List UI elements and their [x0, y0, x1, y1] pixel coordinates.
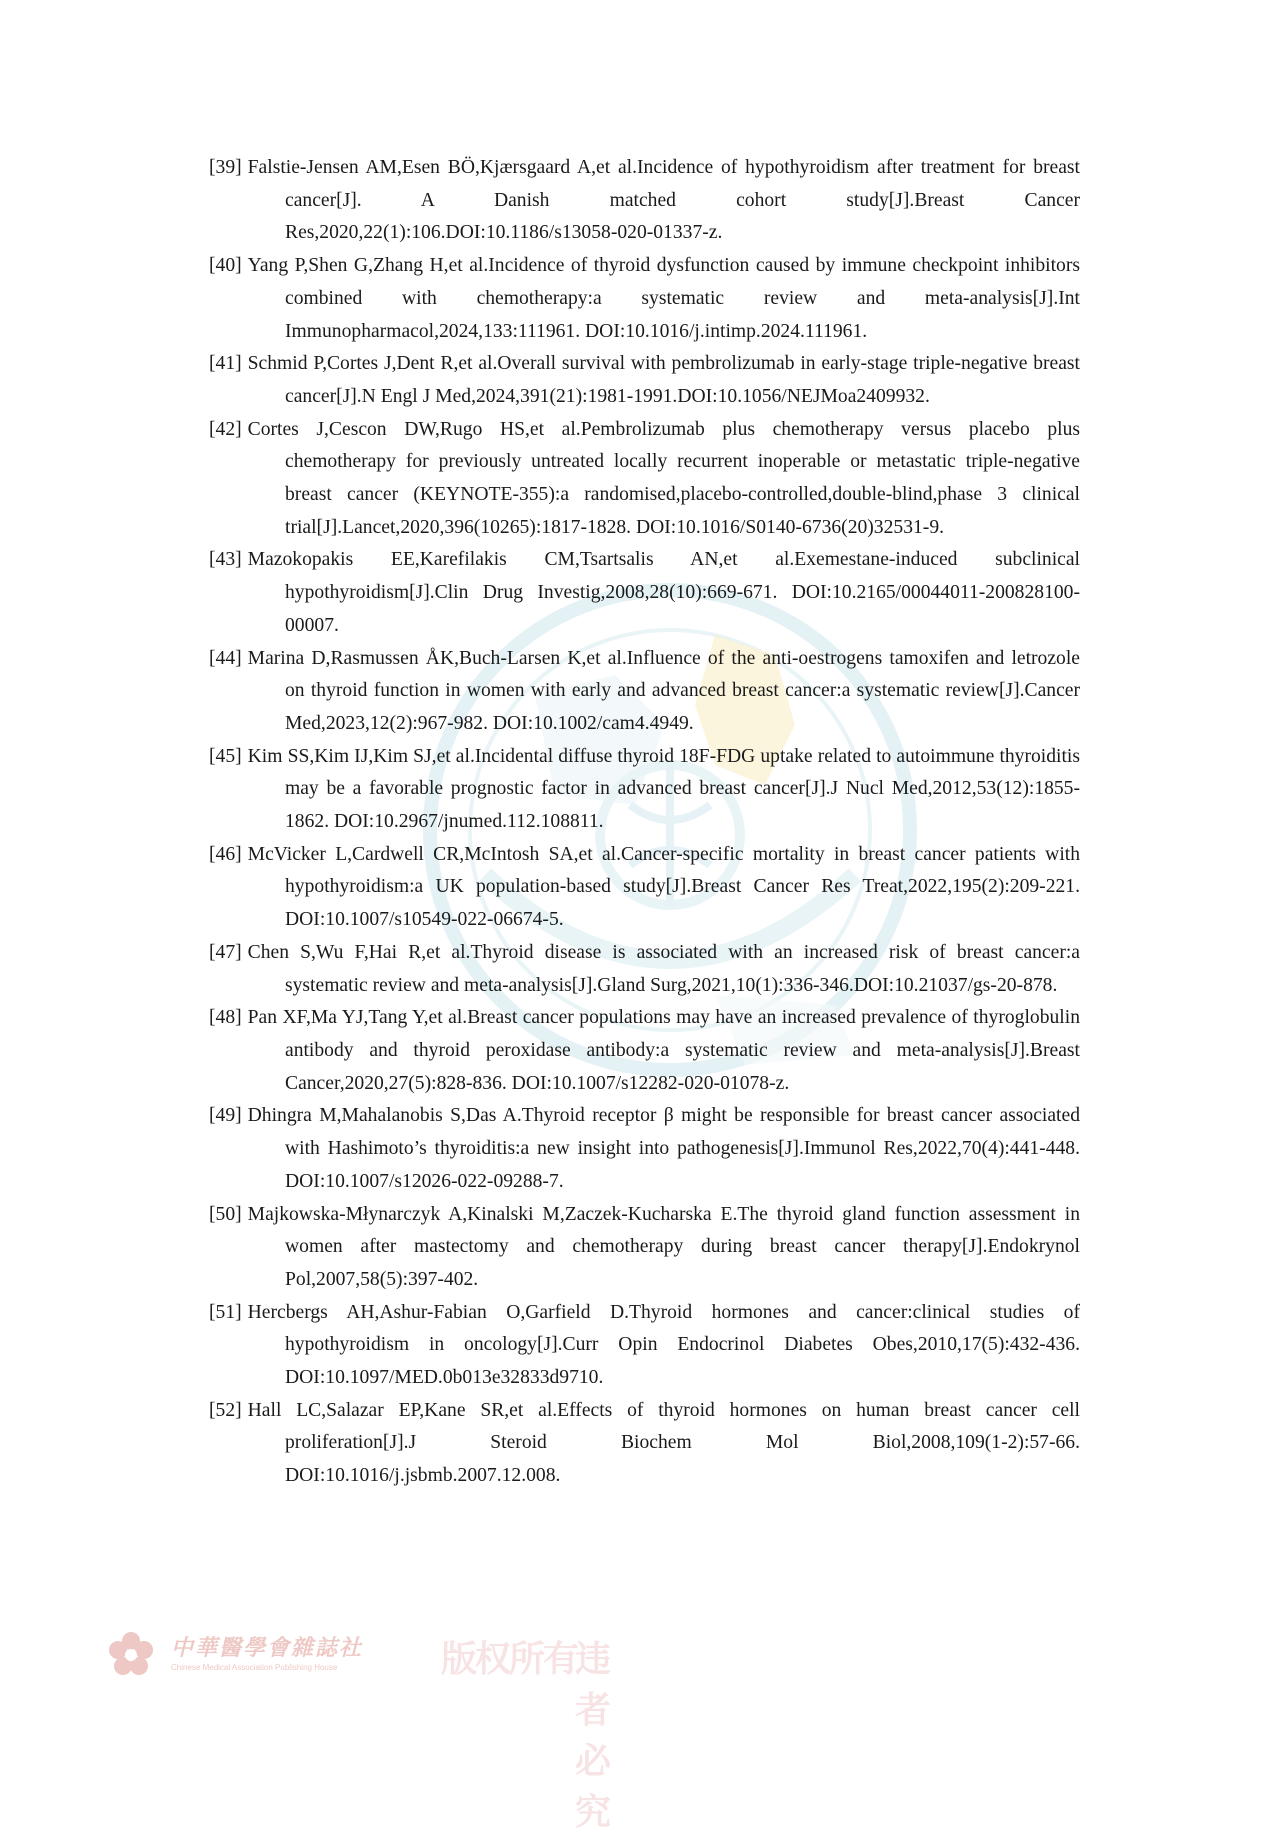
- reference-text: Kim SS,Kim IJ,Kim SJ,et al.Incidental diffuse thyroid 18F-FDG uptake related to autoimmune thyroiditis may be a favorable prognostic factor in advanced breast cancer[J].J Nucl Med,2012,53(12):1855-1862. DOI:10.2967/jnumed.112.108811.: [247, 745, 1080, 833]
- reference-text: Marina D,Rasmussen ÅK,Buch-Larsen K,et al.Influence of the anti-oestrogens tamoxifen and letrozole on thyroid function in women with early and advanced breast cancer:a systematic review[J].Cancer Med,2023,12(2):967-982. DOI:10.1002/cam4.4949.: [247, 647, 1080, 734]
- reference-number: [49]: [209, 1105, 242, 1127]
- publisher-name-chinese: 中華醫學會雜誌社: [171, 1635, 364, 1661]
- flower-logo-icon: [105, 1629, 157, 1681]
- reference-item: [209, 1100, 1080, 1198]
- copyright-mark: 版权所有: [441, 1639, 578, 1680]
- reference-list: [209, 152, 1080, 1493]
- reference-text: Mazokopakis EE,Karefilakis CM,Tsartsalis AN,et al.Exemestane-induced subclinical hypothyroidism[J].Clin Drug Investig,2008,28(10):669-671. DOI:10.2165/00044011-200828100-00007.: [247, 549, 1080, 636]
- reference-item: [209, 937, 1080, 1002]
- reference-item: [209, 839, 1080, 937]
- reference-number: [48]: [209, 1007, 242, 1029]
- reference-item: [209, 414, 1080, 545]
- reference-item: [209, 1199, 1080, 1297]
- reference-text: Yang P,Shen G,Zhang H,et al.Incidence of thyroid dysfunction caused by immune checkpoint inhibitors combined with chemotherapy:a systematic review and meta-analysis[J].Int Immunopharmacol,2024,133:111961. DOI:10.1016/j.intimp.2024.111961.: [247, 255, 1080, 342]
- publisher-name-english: Chinese Medical Association Publishing House: [171, 1663, 338, 1672]
- reference-item: [209, 348, 1080, 413]
- reference-number: [39]: [209, 157, 242, 178]
- reference-number: [41]: [209, 353, 242, 375]
- infringement-mark: 违者必究: [575, 1639, 610, 1833]
- reference-item: [209, 544, 1080, 642]
- reference-text: Pan XF,Ma YJ,Tang Y,et al.Breast cancer populations may have an increased prevalence of thyroglobulin antibody and thyroid peroxidase antibody:a systematic review and meta-analysis[J].Breast Cancer,2020,27(5):828-836. DOI:10.1007/s12282-020-01078-z.: [247, 1007, 1080, 1094]
- reference-item: [209, 250, 1080, 348]
- reference-number: [43]: [209, 549, 242, 571]
- reference-text: Falstie-Jensen AM,Esen BÖ,Kjærsgaard A,et al.Incidence of hypothyroidism after treatment for breast cancer[J]. A Danish matched cohort study[J].Breast Cancer Res,2020,22(1):106.DOI:10.1186/s13058-020-01337-z.: [247, 157, 1080, 244]
- publisher-footer-logo: [105, 1625, 610, 1833]
- reference-number: [46]: [209, 843, 242, 865]
- reference-text: Hercbergs AH,Ashur-Fabian O,Garfield D.Thyroid hormones and cancer:clinical studies of hypothyroidism in oncology[J].Curr Opin Endocrinol Diabetes Obes,2010,17(5):432-436. DOI:10.1097/MED.0b013e32833d9710.: [247, 1301, 1080, 1389]
- reference-item: [209, 643, 1080, 741]
- reference-number: [50]: [209, 1203, 242, 1225]
- reference-number: [45]: [209, 745, 242, 767]
- reference-item: [209, 741, 1080, 839]
- reference-item: [209, 1297, 1080, 1395]
- reference-item: [209, 152, 1080, 250]
- reference-text: Dhingra M,Mahalanobis S,Das A.Thyroid receptor β might be responsible for breast cancer associated with Hashimoto’s thyroiditis:a new insight into pathogenesis[J].Immunol Res,2022,70(4):441-448. DOI:10.1007/s12026-022-09288-7.: [247, 1105, 1080, 1192]
- reference-text: Hall LC,Salazar EP,Kane SR,et al.Effects of thyroid hormones on human breast cancer cell proliferation[J].J Steroid Biochem Mol Biol,2008,109(1-2):57-66. DOI:10.1016/j.jsbmb.2007.12.008.: [247, 1399, 1080, 1487]
- reference-number: [40]: [209, 255, 242, 277]
- reference-number: [52]: [209, 1399, 242, 1421]
- reference-text: Chen S,Wu F,Hai R,et al.Thyroid disease is associated with an increased risk of breast cancer:a systematic review and meta-analysis[J].Gland Surg,2021,10(1):336-346.DOI:10.21037/gs-20-878.: [247, 941, 1080, 996]
- reference-text: Majkowska-Młynarczyk A,Kinalski M,Zaczek-Kucharska E.The thyroid gland function assessment in women after mastectomy and chemotherapy during breast cancer therapy[J].Endokrynol Pol,2007,58(5):397-402.: [247, 1203, 1080, 1290]
- reference-number: [51]: [209, 1301, 242, 1323]
- reference-item: [209, 1395, 1080, 1493]
- reference-item: [209, 1002, 1080, 1100]
- reference-number: [47]: [209, 941, 242, 963]
- reference-number: [44]: [209, 647, 242, 669]
- reference-text: Cortes J,Cescon DW,Rugo HS,et al.Pembrolizumab plus chemotherapy versus placebo plus chemotherapy for previously untreated locally recurrent inoperable or metastatic triple-negative breast cancer (KEYNOTE-355):a randomised,placebo-controlled,double-blind,phase 3 clinical trial[J].Lancet,2020,396(10265):1817-1828. DOI:10.1016/S0140-6736(20)32531-9.: [247, 418, 1080, 538]
- reference-text: Schmid P,Cortes J,Dent R,et al.Overall survival with pembrolizumab in early-stage triple-negative breast cancer[J].N Engl J Med,2024,391(21):1981-1991.DOI:10.1056/NEJMoa2409932.: [247, 353, 1080, 407]
- reference-number: [42]: [209, 418, 242, 440]
- reference-text: McVicker L,Cardwell CR,McIntosh SA,et al.Cancer-specific mortality in breast cancer patients with hypothyroidism:a UK population-based study[J].Breast Cancer Res Treat,2022,195(2):209-221. DOI:10.1007/s10549-022-06674-5.: [247, 843, 1080, 931]
